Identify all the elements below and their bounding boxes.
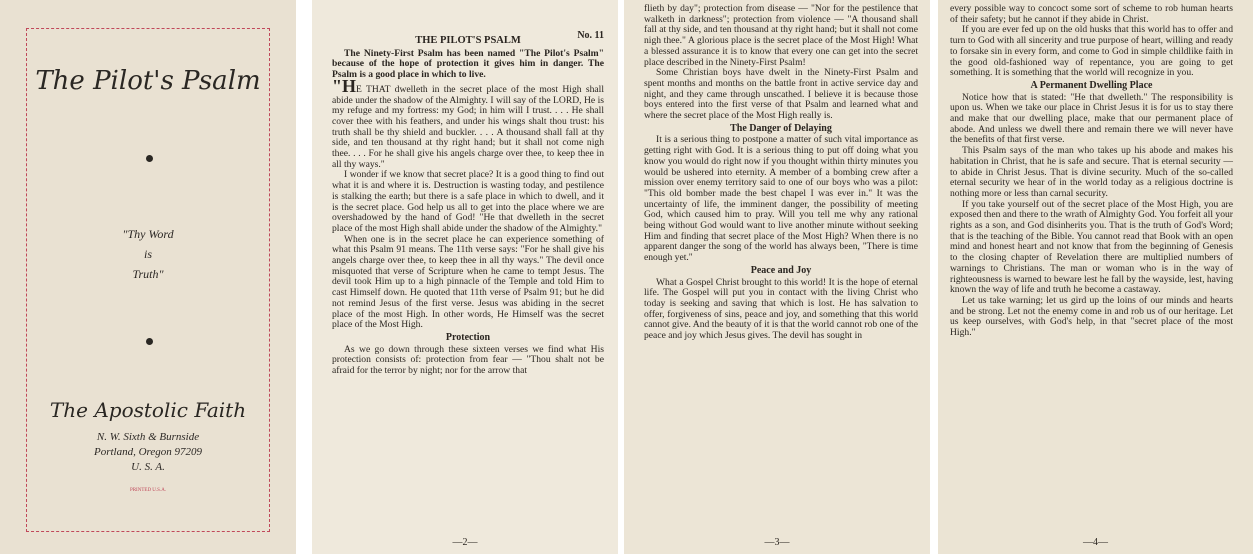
cover-verse (0, 224, 296, 284)
tract-number: No. 11 (577, 30, 604, 41)
paragraph: As we go down through these sixteen verses we find what His protection consists of: protection from fear — "Thou shalt not be afraid for the terror by night; nor for the arrow that (332, 343, 604, 377)
paragraph: Notice how that is stated: "He that dwelleth." The responsibility is upon us. When we take our place in Christ Jesus it is for us to stay there and make that our dwelling place, make that our permanent place of abode. And unless we dwell there and remain there we will never have the benefits of that first verse. (950, 91, 1233, 146)
paragraph: flieth by day"; protection from disease — "Nor for the pestilence that walketh in darkness"; protection from violence — "A thousand shall fall at thy side, and ten thousand at thy right hand; but it shall not come nigh thee." A glorious place is the secret place of the Most High! What a blessed assurance it is to know that every one can get into the secret place described in the Ninety-First Psalm! (644, 3, 918, 68)
verse-line-2: is (143, 247, 152, 261)
paragraph: Some Christian boys have dwelt in the Ninety-First Psalm and spent months and months on the battle front in active service day and night, and they came through unscathed. I believe it is because those boys entered into the first verse of that Psalm and learned what and where the secret place of the Most High really is. (644, 67, 918, 122)
bullet-dot (146, 338, 153, 345)
address-line-1: N. W. Sixth & Burnside (96, 431, 200, 443)
section-heading-protection: Protection (445, 331, 491, 343)
union-label: PRINTED U.S.A. (129, 488, 167, 493)
verse-line-1: "Thy Word (122, 227, 174, 241)
paragraph: It is a serious thing to postpone a matter of such vital importance as getting right with God. It is a serious thing to put off doing what you know you would do right now if you thought within thirty minutes you would be ushered into eternity. A member of a bombing crew after a mission over enemy territory said to one of our boys who was a pilot: "This old bomber made the best chapel I was ever in." It was the uncertainty of life, the imminent danger, the possibility of meeting God, which caused him to pray. Will you tell me why any rational being without God would want to live another minute without seeking Him and finding that secret place of the Most High? When there is no apparent danger the song of the world has always been, "There is time enough yet." (644, 134, 918, 264)
dropcap: "H (332, 75, 356, 96)
publisher-name: The Apostolic Faith (49, 398, 247, 422)
page-number: —2— (452, 537, 478, 548)
paragraph: every possible way to concoct some sort of scheme to rob human hearts of their safety; but he cannot if they abide in Christ. (950, 3, 1233, 25)
paragraph: If you are ever fed up on the old husks that this world has to offer and turn to God with all sincerity and true purpose of heart, willing and ready to forsake sin in every form, and come to God in simple childlike faith in the good old-fashioned way of repentance, you are going to get something. It is something that the world will recognize in you. (950, 24, 1233, 79)
page-4-text (950, 4, 1233, 339)
section-heading-dwelling: A Permanent Dwelling Place (1030, 79, 1153, 91)
psalm-quote (332, 75, 604, 171)
paragraph: If you take yourself out of the secret place of the Most High, you are exposed then and there to the wrath of Almighty God. You forfeit all your rights as a son, and God disinherits you. That is the truth of God's Word; that is the teaching of the Bible. You cannot read that Book with an open mind and honest heart and not know that from the beginning of Genesis to the closing chapter of Revelation there are multiplied numbers of warnings to Christians. The man or woman who is in the way of righteousness is warned to beware lest he fall by the wayside, lest, having known the way of life and truth he become a castaway. (950, 198, 1233, 296)
paragraph: Let us take warning; let us gird up the loins of our minds and hearts and be strong. Let not the enemy come in and rob us of our heritage. Let us keep ourselves, with God's help, in that "secret place of the most High." (950, 294, 1233, 339)
cover-page (0, 0, 296, 554)
page-3-text (644, 4, 918, 342)
cover-title: The Pilot's Psalm (35, 66, 261, 96)
publisher-address (0, 430, 296, 475)
paragraph: I wonder if we know that secret place? It is a good thing to find out what it is and where it is. Destruction is wasting today, and pestilence is stalking the earth; but there is a safe place in which to dwell, and it is the secret place. God help us all to get into the place where we are overshadowed by the hand of God! "He that dwelleth in the secret place of the most High shall abide under the shadow of the Almighty." (332, 169, 604, 234)
section-heading-peace: Peace and Joy (750, 264, 812, 276)
bullet-dot (146, 155, 153, 162)
intro-paragraph: The Ninety-First Psalm has been named "The Pilot's Psalm" because of the hope of protection it gives him in danger. The Psalm is a good place in which to live. (332, 47, 604, 81)
page-4 (938, 0, 1253, 554)
paragraph: What a Gospel Christ brought to this world! It is the hope of eternal life. The Gospel will put you in contact with the living Christ who today is seeking and saving that which is lost. He has salvation to offer, forgiveness of sins, peace and joy, and something that this world cannot give. And the beauty of it is that the world cannot rob one of the peace and joy which Jesus gives. The devil has sought in (644, 276, 918, 342)
psalm-quote-text: E THAT dwelleth in the secret place of the most High shall abide under the shadow of the Almighty. I will say of the LORD, He is my refuge and my fortress: my God; in him will I trust. . . . He shall cover thee with his feathers, and under his wings shalt thou trust: his truth shall be thy shield and buckler. . . . A thousand shall fall at thy side, and ten thousand at thy right hand; but it shall not come nigh thee. . . . For he shall give his angels charge over thee, to keep thee in all thy ways." (332, 83, 604, 170)
page-heading: THE PILOT'S PSALM (415, 35, 521, 46)
address-line-3: U. S. A. (131, 461, 165, 473)
address-line-2: Portland, Oregon 97209 (93, 446, 203, 458)
section-heading-danger: The Danger of Delaying (730, 122, 832, 134)
paragraph: This Psalm says of the man who takes up his abode and makes his habitation in Christ, that he is safe and secure. That is eternal security — to abide in Christ Jesus. That is divine security. Much of the so-called eternal security we hear of in the world today as a religious doctrine is nothing more or less than carnal security. (950, 145, 1233, 199)
page-number: —3— (764, 537, 790, 548)
verse-line-3: Truth" (132, 267, 164, 281)
paragraph: When one is in the secret place he can experience something of what this Psalm 91 means. The 11th verse says: "For he shall give his angels charge over thee, to keep thee in all thy ways." The devil once misquoted that verse of Scripture when he came to tempt Jesus. The devil took Him up to a high pinnacle of the Temple and told Him to cast Himself down. He quoted that 11th verse of Psalm 91; but he did not remind Jesus of the first verse. Jesus was abiding in the secret place of the most High. In other words, He Himself was the secret place of the Most High. (332, 233, 604, 331)
page-number: —4— (1083, 537, 1108, 548)
page-2 (312, 0, 618, 554)
page-2-text (332, 34, 604, 377)
page-3 (624, 0, 930, 554)
